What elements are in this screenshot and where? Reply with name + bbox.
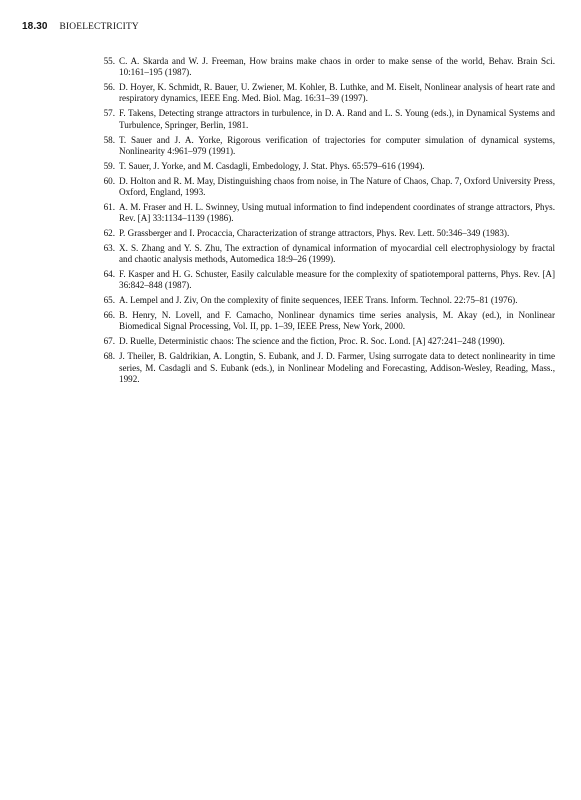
reference-text: A. Lempel and J. Ziv, On the complexity of finite sequences, IEEE Trans. Inform. Technol. 22:75–81 (1976). — [119, 295, 518, 306]
reference-item — [103, 176, 555, 199]
reference-item — [103, 56, 555, 79]
reference-item — [103, 336, 555, 347]
reference-item — [103, 228, 555, 239]
reference-number: 60. — [103, 175, 115, 186]
page-header — [22, 21, 561, 35]
reference-number: 66. — [103, 310, 115, 321]
reference-number: 63. — [103, 242, 115, 253]
reference-number: 67. — [103, 336, 115, 347]
reference-text: F. Kasper and H. G. Schuster, Easily calculable measure for the complexity of spatiotemporal patterns, Phys. Rev. [A] 36:842–848 (1987). — [119, 269, 555, 291]
reference-item — [103, 243, 555, 266]
reference-text: T. Sauer and J. A. Yorke, Rigorous verification of trajectories for computer simulation of dynamical systems, Nonlinearity 4:961–979 (1991). — [119, 134, 555, 156]
reference-item — [103, 269, 555, 292]
reference-item — [103, 161, 555, 172]
reference-text: A. M. Fraser and H. L. Swinney, Using mutual information to find independent coordinates of strange attractors, Phys. Rev. [A] 33:1134–1139 (1986). — [119, 201, 555, 224]
reference-text: D. Hoyer, K. Schmidt, R. Bauer, U. Zwiener, M. Kohler, B. Luthke, and M. Eiselt, Nonlinear analysis of heart rate and respiratory dynamics, IEEE Eng. Med. Biol. Mag. 16:31–39 (1997). — [119, 82, 555, 104]
reference-item — [103, 108, 555, 131]
reference-number: 65. — [103, 295, 115, 306]
reference-text: B. Henry, N. Lovell, and F. Camacho, Nonlinear dynamics time series analysis, M. Akay (ed.), in Nonlinear Biomedical Signal Processing, Vol. II, pp. 1–39, IEEE Press, New York, 2000. — [119, 310, 555, 332]
reference-item — [103, 295, 555, 306]
reference-number: 56. — [103, 82, 115, 93]
reference-text: J. Theiler, B. Galdrikian, A. Longtin, S. Eubank, and J. D. Farmer, Using surrogate data to detect nonlinearity in time series, M. Casdagli and S. Eubank (eds.), in Nonlinear Modeling and Forecasting, Addison-Wesley, Reading, Mass., 1992. — [119, 351, 555, 384]
reference-number: 59. — [103, 160, 115, 171]
page-number: 18.30 — [22, 21, 48, 32]
reference-text: F. Takens, Detecting strange attractors in turbulence, in D. A. Rand and L. S. Young (eds.), in Dynamical Systems and Turbulence, Springer, Berlin, 1981. — [119, 108, 555, 130]
reference-text: D. Holton and R. M. May, Distinguishing chaos from noise, in The Nature of Chaos, Chap. 7, Oxford University Press, Oxford, England, 1993. — [119, 175, 555, 197]
reference-number: 61. — [103, 201, 115, 212]
reference-text: D. Ruelle, Deterministic chaos: The science and the fiction, Proc. R. Soc. Lond. [A] 427:241–248 (1990). — [119, 336, 505, 347]
reference-number: 55. — [103, 56, 115, 66]
reference-item — [103, 310, 555, 333]
reference-text: P. Grassberger and I. Procaccia, Characterization of strange attractors, Phys. Rev. Lett. 50:346–349 (1983). — [119, 228, 510, 239]
reference-item — [103, 135, 555, 158]
reference-number: 62. — [103, 228, 115, 239]
reference-item — [103, 351, 555, 385]
reference-number: 58. — [103, 134, 115, 145]
running-title: BIOELECTRICITY — [59, 22, 139, 32]
reference-text: C. A. Skarda and W. J. Freeman, How brains make chaos in order to make sense of the world, Behav. Brain Sci. 10:161–195 (1987). — [119, 56, 555, 78]
reference-text: X. S. Zhang and Y. S. Zhu, The extraction of dynamical information of myocardial cell electrophysiology by fractal and chaotic analysis methods, Automedica 18:9–26 (1999). — [119, 242, 555, 265]
reference-item — [103, 82, 555, 105]
reference-item — [103, 202, 555, 225]
reference-number: 64. — [103, 269, 115, 280]
reference-number: 68. — [103, 351, 115, 362]
reference-text: T. Sauer, J. Yorke, and M. Casdagli, Embedology, J. Stat. Phys. 65:579–616 (1994). — [119, 160, 425, 171]
reference-list — [103, 56, 555, 389]
reference-number: 57. — [103, 108, 115, 119]
